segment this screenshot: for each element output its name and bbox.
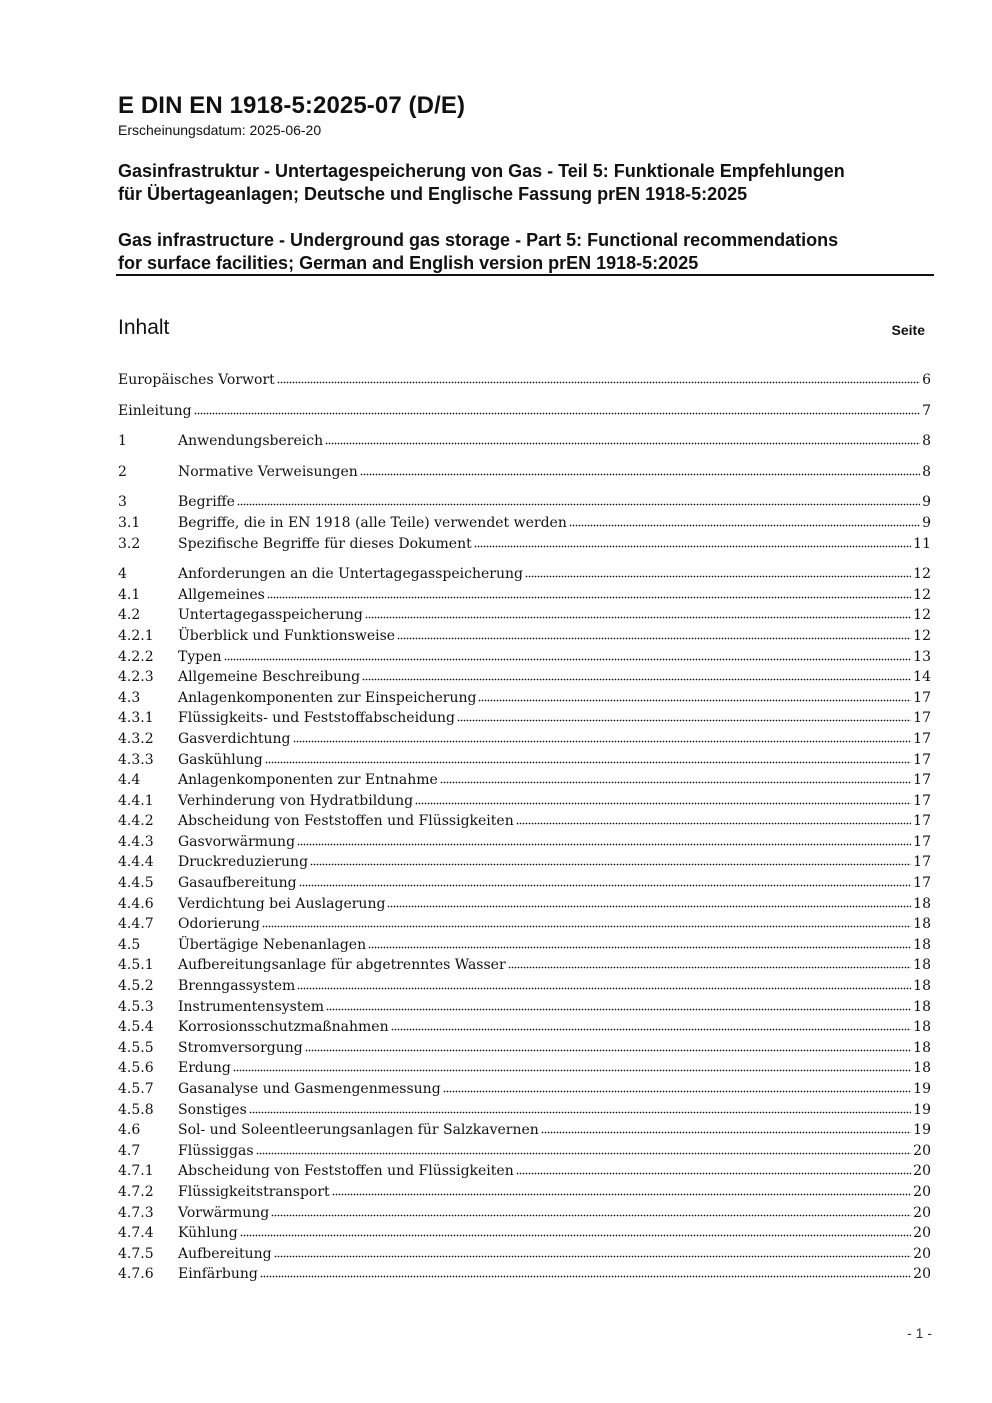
- toc-entry-page: 17: [913, 833, 931, 850]
- toc-entry-title[interactable]: Einfärbung: [178, 1266, 258, 1283]
- toc-entry-page: 19: [913, 1101, 931, 1118]
- toc-entry-title[interactable]: Instrumentensystem: [178, 998, 325, 1015]
- toc-entry-title[interactable]: Gasanalyse und Gasmengenmessung: [178, 1081, 441, 1097]
- toc-entry-title[interactable]: Allgemeine Beschreibung: [178, 669, 361, 686]
- toc-entry-number: 4.5.8: [118, 1101, 154, 1118]
- toc-entry-title[interactable]: Aufbereitungsanlage für abgetrenntes Wasser: [178, 957, 506, 974]
- toc-dot-leader: [271, 1203, 911, 1217]
- toc-dot-leader: [325, 431, 920, 445]
- toc-entry-page: 13: [913, 648, 931, 665]
- toc-entry-page: 18: [913, 895, 931, 912]
- toc-entry-title[interactable]: Gasvorwärmung: [178, 833, 296, 850]
- toc-entry-title[interactable]: Anwendungsbereich: [178, 433, 324, 450]
- toc-dot-leader: [293, 729, 912, 743]
- toc-entry-page: 6: [922, 372, 931, 388]
- toc-entry[interactable]: [118, 1264, 931, 1285]
- toc-entry[interactable]: [118, 647, 931, 668]
- toc-dot-leader: [365, 605, 911, 619]
- toc-entry-page: 11: [913, 535, 931, 552]
- toc-dot-leader: [478, 688, 911, 702]
- toc-entry-page: 17: [913, 772, 931, 789]
- toc-entry-title[interactable]: Überblick und Funktionsweise: [178, 627, 396, 644]
- toc-entry[interactable]: [118, 873, 931, 894]
- toc-dot-leader: [274, 1244, 912, 1258]
- toc-entry[interactable]: [118, 564, 931, 585]
- toc-dot-leader: [391, 1017, 912, 1031]
- toc-dot-leader: [224, 647, 912, 661]
- toc-heading: Inhalt: [118, 316, 170, 339]
- toc-entry[interactable]: [118, 1141, 931, 1162]
- toc-entry[interactable]: [118, 513, 931, 534]
- toc-entry[interactable]: [118, 626, 931, 647]
- toc-entry[interactable]: [118, 770, 931, 791]
- toc-entry[interactable]: [118, 1182, 931, 1203]
- toc-entry[interactable]: [118, 431, 931, 452]
- toc-entry-title[interactable]: Erdung: [178, 1060, 231, 1077]
- toc-entry-title[interactable]: Untertagegasspeicherung: [178, 607, 363, 624]
- toc-entry-number: 3.2: [118, 535, 141, 552]
- toc-entry-title[interactable]: Aufbereitung: [178, 1245, 272, 1262]
- toc-entry-page: 20: [913, 1266, 931, 1283]
- toc-entry-title[interactable]: Normative Verweisungen: [178, 463, 358, 480]
- toc-entry[interactable]: [118, 1203, 931, 1224]
- toc-entry[interactable]: [118, 370, 931, 391]
- toc-entry[interactable]: [118, 832, 931, 853]
- toc-dot-leader: [474, 534, 911, 548]
- toc-entry-page: 9: [922, 494, 931, 511]
- toc-entry-title[interactable]: Gasaufbereitung: [178, 875, 297, 892]
- toc-entry-number: 4.3.3: [118, 751, 154, 768]
- title-english: [118, 229, 938, 275]
- toc-entry-page: 17: [913, 813, 931, 830]
- toc-entry-title[interactable]: Druckreduzierung: [178, 854, 309, 871]
- toc-dot-leader: [233, 1058, 911, 1072]
- toc-entry-page: 8: [922, 463, 931, 480]
- table-of-contents: [118, 370, 931, 1285]
- toc-entry-title[interactable]: Odorierung: [178, 916, 261, 933]
- toc-entry-page: 18: [913, 1060, 931, 1077]
- toc-entry-page: 12: [913, 586, 931, 603]
- toc-entry-number: 4.7: [118, 1142, 141, 1159]
- toc-entry-page: 12: [913, 627, 931, 644]
- toc-entry-page: 20: [913, 1225, 931, 1242]
- toc-entry-number: 4.2.1: [118, 627, 154, 644]
- toc-entry-number: 4.5: [118, 936, 141, 953]
- toc-dot-leader: [194, 401, 921, 415]
- toc-entry-page: 12: [913, 607, 931, 624]
- toc-dot-leader: [525, 564, 911, 578]
- toc-entry-page: 17: [913, 854, 931, 871]
- toc-dot-leader: [237, 492, 920, 506]
- toc-entry-number: 4.5.6: [118, 1060, 154, 1077]
- toc-entry-number: 3: [118, 494, 127, 511]
- toc-entry[interactable]: [118, 1120, 931, 1141]
- toc-entry-title[interactable]: Kühlung: [178, 1225, 238, 1242]
- toc-entry-page: 14: [913, 669, 931, 686]
- toc-entry[interactable]: [118, 976, 931, 997]
- toc-dot-leader: [443, 1079, 912, 1093]
- toc-dot-leader: [256, 1141, 912, 1155]
- toc-entry-number: 4.2.2: [118, 648, 154, 665]
- toc-entry-number: 4.5.1: [118, 957, 154, 974]
- toc-entry-page: 18: [913, 936, 931, 953]
- toc-dot-leader: [297, 976, 911, 990]
- toc-entry-number: 4.4.7: [118, 916, 154, 933]
- toc-entry[interactable]: [118, 955, 931, 976]
- toc-dot-leader: [516, 1161, 911, 1175]
- toc-dot-leader: [508, 955, 912, 969]
- toc-dot-leader: [362, 667, 911, 681]
- toc-entry[interactable]: [118, 667, 931, 688]
- toc-entry-page: 20: [913, 1204, 931, 1221]
- toc-entry-page: 8: [922, 433, 931, 450]
- toc-entry[interactable]: [118, 852, 931, 873]
- toc-dot-leader: [457, 708, 911, 722]
- toc-dot-leader: [262, 914, 911, 928]
- toc-entry[interactable]: [118, 1100, 931, 1121]
- toc-dot-leader: [415, 791, 911, 805]
- toc-dot-leader: [299, 873, 912, 887]
- toc-dot-leader: [277, 370, 920, 384]
- toc-entry[interactable]: [118, 791, 931, 812]
- toc-entry-number: 4.5.2: [118, 978, 154, 995]
- toc-entry[interactable]: [118, 1058, 931, 1079]
- toc-entry-number: 4.5.3: [118, 998, 154, 1015]
- toc-entry-number: 4.3: [118, 689, 141, 706]
- toc-dot-leader: [297, 832, 911, 846]
- toc-entry[interactable]: [118, 1017, 931, 1038]
- toc-entry-page: 9: [922, 514, 931, 531]
- toc-entry[interactable]: [118, 534, 931, 555]
- title-english-line-1: Gas infrastructure - Underground gas storage - Part 5: Functional recommendations: [118, 230, 839, 250]
- toc-dot-leader: [397, 626, 911, 640]
- toc-entry[interactable]: [118, 750, 931, 771]
- toc-entry[interactable]: [118, 1161, 931, 1182]
- toc-entry-page: 18: [913, 957, 931, 974]
- toc-entry-number: 2: [118, 463, 127, 480]
- toc-entry-number: 4.4.3: [118, 833, 154, 850]
- toc-entry-title[interactable]: Anlagenkomponenten zur Entnahme: [178, 772, 438, 789]
- toc-entry-number: 1: [118, 433, 127, 450]
- toc-dot-leader: [440, 770, 911, 784]
- toc-entry-page: 17: [913, 710, 931, 727]
- toc-entry[interactable]: [118, 708, 931, 729]
- toc-entry-page: 12: [913, 566, 931, 583]
- toc-entry[interactable]: [118, 1244, 931, 1265]
- toc-entry-title[interactable]: Anforderungen an die Untertagegasspeicherung: [178, 566, 523, 583]
- toc-entry-number: 4.5.5: [118, 1039, 154, 1056]
- toc-entry-title[interactable]: Begriffe: [178, 494, 235, 511]
- toc-entry[interactable]: [118, 585, 931, 606]
- toc-entry-number: 4.3.2: [118, 730, 154, 747]
- title-german: [118, 160, 938, 206]
- toc-entry-title[interactable]: Gaskühlung: [178, 751, 263, 768]
- toc-entry[interactable]: [118, 997, 931, 1018]
- toc-entry-page: 20: [913, 1163, 931, 1180]
- toc-entry-number: 4.7.2: [118, 1183, 154, 1200]
- toc-entry-page: 18: [913, 916, 931, 933]
- toc-entry-title[interactable]: Sol- und Soleentleerungsanlagen für Salzkavernen: [178, 1122, 539, 1139]
- toc-entry-page: 19: [913, 1122, 931, 1139]
- toc-entry-title[interactable]: Anlagenkomponenten zur Einspeicherung: [178, 689, 477, 706]
- toc-entry-number: 4.5.7: [118, 1081, 154, 1097]
- toc-entry-title[interactable]: Sonstiges: [178, 1101, 247, 1118]
- title-english-line-2: for surface facilities; German and English version prEN 1918-5:2025: [118, 253, 699, 273]
- toc-entry-number: 4.4: [118, 772, 141, 789]
- toc-entry-page: 17: [913, 792, 931, 809]
- toc-entry-page: 18: [913, 1039, 931, 1056]
- toc-entry-number: 4.6: [118, 1122, 141, 1139]
- toc-entry-title[interactable]: Verdichtung bei Auslagerung: [178, 895, 386, 912]
- toc-dot-leader: [260, 1264, 911, 1278]
- toc-entry-title[interactable]: Korrosionsschutzmaßnahmen: [178, 1019, 389, 1036]
- toc-entry-title[interactable]: Abscheidung von Feststoffen und Flüssigkeiten: [178, 813, 514, 830]
- toc-entry-page: 20: [913, 1245, 931, 1262]
- toc-entry-number: 4.3.1: [118, 710, 154, 727]
- title-divider: [116, 274, 934, 276]
- toc-entry-title[interactable]: Typen: [178, 648, 222, 665]
- toc-entry-title[interactable]: Gasverdichtung: [178, 730, 291, 747]
- toc-dot-leader: [387, 894, 911, 908]
- page-number: - 1 -: [907, 1325, 932, 1341]
- toc-entry-number: 4.2.3: [118, 669, 154, 686]
- publication-date: Erscheinungsdatum: 2025-06-20: [118, 122, 322, 138]
- toc-dot-leader: [368, 935, 911, 949]
- toc-dot-leader: [326, 997, 911, 1011]
- toc-dot-leader: [249, 1100, 911, 1114]
- toc-dot-leader: [360, 462, 920, 476]
- toc-entry[interactable]: [118, 894, 931, 915]
- toc-entry-page: 18: [913, 978, 931, 995]
- toc-entry-number: 4.4.6: [118, 895, 154, 912]
- toc-page-column-label: Seite: [891, 322, 925, 338]
- toc-entry-title[interactable]: Brenngassystem: [178, 978, 296, 995]
- toc-entry-number: 4.7.5: [118, 1245, 154, 1262]
- toc-dot-leader: [265, 750, 911, 764]
- toc-entry-number: 4.1: [118, 586, 141, 603]
- title-german-line-1: Gasinfrastruktur - Untertagespeicherung von Gas - Teil 5: Funktionale Empfehlungen: [118, 161, 845, 181]
- toc-entry[interactable]: [118, 688, 931, 709]
- title-german-line-2: für Übertageanlagen; Deutsche und Englische Fassung prEN 1918-5:2025: [118, 184, 748, 204]
- toc-entry-title[interactable]: Übertägige Nebenanlagen: [178, 936, 367, 953]
- toc-entry-number: 4.2: [118, 607, 141, 624]
- toc-entry-page: 19: [913, 1081, 931, 1097]
- toc-entry-page: 17: [913, 689, 931, 706]
- toc-entry-title[interactable]: Allgemeines: [178, 586, 265, 603]
- toc-entry[interactable]: [118, 605, 931, 626]
- toc-entry-title[interactable]: Verhinderung von Hydratbildung: [178, 792, 414, 809]
- toc-entry-number: 4.5.4: [118, 1019, 154, 1036]
- toc-entry-number: 4.4.1: [118, 792, 154, 809]
- toc-entry-number: 3.1: [118, 514, 141, 531]
- toc-dot-leader: [569, 513, 920, 527]
- toc-dot-leader: [240, 1223, 912, 1237]
- toc-entry-page: 18: [913, 1019, 931, 1036]
- toc-entry[interactable]: [118, 401, 931, 422]
- toc-entry-page: 17: [913, 751, 931, 768]
- toc-entry-title[interactable]: Flüssiggas: [178, 1142, 254, 1159]
- toc-entry[interactable]: [118, 811, 931, 832]
- toc-entry-number: 4.7.1: [118, 1163, 154, 1180]
- toc-entry-page: 18: [913, 998, 931, 1015]
- toc-entry-page: 20: [913, 1142, 931, 1159]
- toc-entry[interactable]: [118, 935, 931, 956]
- toc-entry-number: 4.7.3: [118, 1204, 154, 1221]
- toc-entry-title[interactable]: Spezifische Begriffe für dieses Dokument: [178, 535, 472, 552]
- toc-entry[interactable]: [118, 492, 931, 513]
- toc-entry[interactable]: [118, 1038, 931, 1059]
- toc-entry-page: 17: [913, 730, 931, 747]
- toc-entry[interactable]: [118, 1079, 931, 1100]
- toc-entry[interactable]: [118, 462, 931, 483]
- toc-entry-number: 4.4.4: [118, 854, 154, 871]
- toc-entry-number: 4.7.4: [118, 1225, 154, 1242]
- toc-entry-title[interactable]: Stromversorgung: [178, 1039, 303, 1056]
- toc-entry-page: 7: [922, 402, 931, 419]
- toc-entry-title[interactable]: Vorwärmung: [178, 1204, 270, 1221]
- toc-entry[interactable]: [118, 1223, 931, 1244]
- toc-dot-leader: [332, 1182, 912, 1196]
- toc-dot-leader: [267, 585, 911, 599]
- toc-entry-number: 4.4.5: [118, 875, 154, 892]
- toc-dot-leader: [541, 1120, 911, 1134]
- toc-entry-title[interactable]: Abscheidung von Feststoffen und Flüssigkeiten: [178, 1163, 514, 1180]
- toc-entry-title[interactable]: Europäisches Vorwort: [118, 372, 275, 388]
- document-id: E DIN EN 1918-5:2025-07 (D/E): [118, 92, 466, 119]
- toc-entry-title[interactable]: Einleitung: [118, 402, 192, 419]
- toc-entry-title[interactable]: Begriffe, die in EN 1918 (alle Teile) verwendet werden: [178, 514, 567, 531]
- toc-entry-title[interactable]: Flüssigkeitstransport: [178, 1183, 330, 1200]
- toc-entry-number: 4.7.6: [118, 1266, 154, 1283]
- toc-dot-leader: [305, 1038, 911, 1052]
- toc-dot-leader: [516, 811, 911, 825]
- toc-entry-number: 4: [118, 566, 127, 583]
- toc-entry-page: 17: [913, 875, 931, 892]
- toc-entry-number: 4.4.2: [118, 813, 154, 830]
- toc-dot-leader: [310, 852, 911, 866]
- toc-entry-page: 20: [913, 1183, 931, 1200]
- toc-entry[interactable]: [118, 729, 931, 750]
- toc-entry[interactable]: [118, 914, 931, 935]
- toc-entry-title[interactable]: Flüssigkeits- und Feststoffabscheidung: [178, 710, 455, 727]
